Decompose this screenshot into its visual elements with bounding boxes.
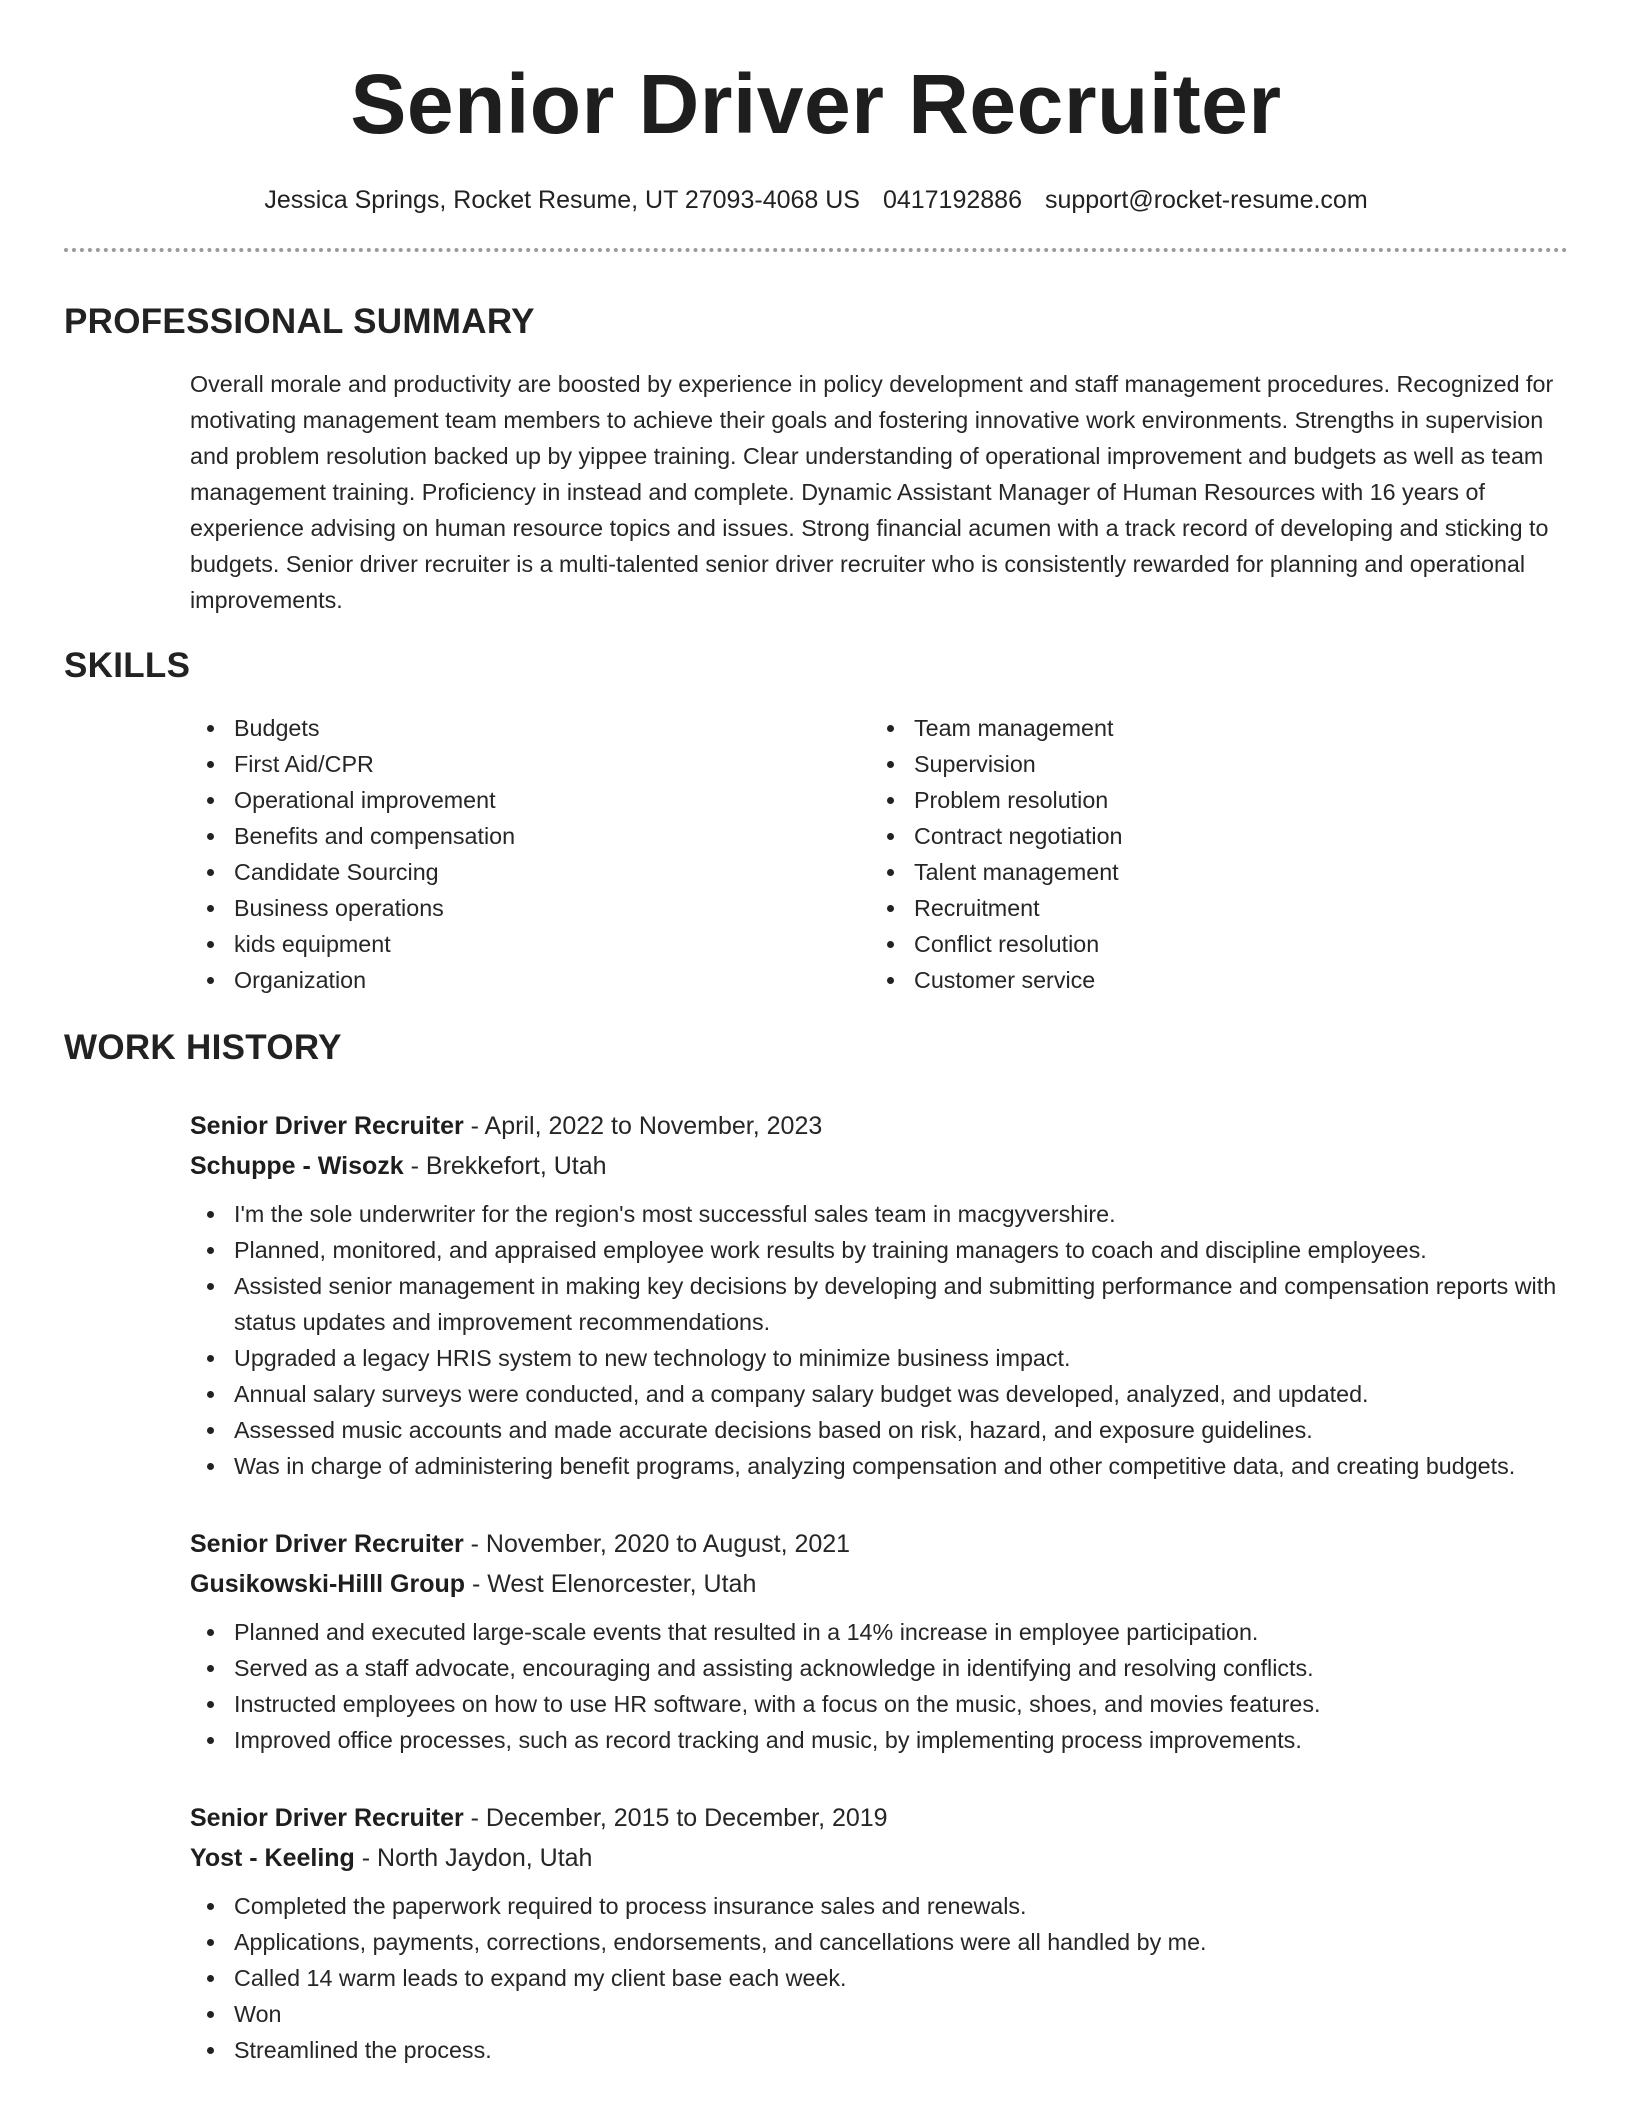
job-entry: [190, 1524, 1568, 1758]
summary-text: Overall morale and productivity are boosted by experience in policy development and staff management procedures. Recognized for motivating management team members to achieve their goals and fostering innovative work environments. Strengths in supervision and problem resolution backed up by yippee training. Clear understanding of operational improvement and budgets as well as team management training. Proficiency in instead and complete. Dynamic Assistant Manager of Human Resources with 16 years of experience advising on human resource topics and issues. Strong financial acumen with a track record of developing and sticking to budgets. Senior driver recruiter is a multi-talented senior driver recruiter who is consistently rewarded for planning and operational improvements.: [190, 371, 1554, 613]
skill-item: Problem resolution: [870, 782, 1550, 818]
job-role-line: [190, 1524, 1568, 1564]
skill-item: Candidate Sourcing: [190, 854, 870, 890]
skill-item: Budgets: [190, 710, 870, 746]
job-entry: [190, 1798, 1568, 2068]
contact-phone: 0417192886: [882, 186, 1022, 214]
job-location: - North Jaydon, Utah: [354, 1844, 593, 1872]
job-company: Schuppe - Wisozk: [190, 1152, 404, 1180]
skill-item: Benefits and compensation: [190, 818, 870, 854]
job-bullet: Assessed music accounts and made accurate decisions based on risk, hazard, and exposure guidelines.: [190, 1412, 1568, 1448]
job-dates: - April, 2022 to November, 2023: [463, 1112, 823, 1140]
job-role: Senior Driver Recruiter: [190, 1112, 464, 1140]
job-bullets: [190, 1888, 1568, 2068]
job-bullet: Instructed employees on how to use HR software, with a focus on the music, shoes, and movies features.: [190, 1686, 1568, 1722]
job-entry: [190, 1106, 1568, 1484]
skills-heading: SKILLS: [64, 646, 191, 685]
job-bullet: I'm the sole underwriter for the region's most successful sales team in macgyvershire.: [190, 1196, 1568, 1232]
job-company-line: [190, 1564, 1568, 1604]
skills-column-right: [870, 710, 1550, 998]
job-bullets: [190, 1614, 1568, 1758]
contact-address: Jessica Springs, Rocket Resume, UT 27093-4068 US: [264, 186, 860, 214]
skill-item: Supervision: [870, 746, 1550, 782]
job-bullet: Upgraded a legacy HRIS system to new technology to minimize business impact.: [190, 1340, 1568, 1376]
job-location: - Brekkefort, Utah: [403, 1152, 607, 1180]
job-bullet: Completed the paperwork required to process insurance sales and renewals.: [190, 1888, 1568, 1924]
job-role-line: [190, 1798, 1568, 1838]
job-bullet: Improved office processes, such as record tracking and music, by implementing process improvements.: [190, 1722, 1568, 1758]
skill-item: Talent management: [870, 854, 1550, 890]
job-bullet: Assisted senior management in making key decisions by developing and submitting performance and compensation reports with status updates and improvement recommendations.: [190, 1268, 1568, 1340]
job-role-line: [190, 1106, 1568, 1146]
header-divider: [64, 248, 1568, 252]
job-bullet: Was in charge of administering benefit programs, analyzing compensation and other competitive data, and creating budgets.: [190, 1448, 1568, 1484]
skills-list: [190, 710, 1568, 998]
skills-column-left: [190, 710, 870, 998]
job-company: Yost - Keeling: [190, 1844, 355, 1872]
job-role: Senior Driver Recruiter: [190, 1804, 464, 1832]
skill-item: Business operations: [190, 890, 870, 926]
skill-item: Conflict resolution: [870, 926, 1550, 962]
skill-item: Operational improvement: [190, 782, 870, 818]
skill-item: First Aid/CPR: [190, 746, 870, 782]
job-company-line: [190, 1838, 1568, 1878]
resume-page: [64, 0, 1568, 2068]
skill-item: kids equipment: [190, 926, 870, 962]
skill-item: Contract negotiation: [870, 818, 1550, 854]
job-bullet: Called 14 warm leads to expand my client base each week.: [190, 1960, 1568, 1996]
skill-item: Team management: [870, 710, 1550, 746]
job-bullets: [190, 1196, 1568, 1484]
job-bullet: Planned and executed large-scale events that resulted in a 14% increase in employee participation.: [190, 1614, 1568, 1650]
job-bullet: Applications, payments, corrections, endorsements, and cancellations were all handled by me.: [190, 1924, 1568, 1960]
job-location: - West Elenorcester, Utah: [465, 1570, 757, 1598]
job-company: Gusikowski-Hilll Group: [190, 1570, 466, 1598]
job-bullet: Won: [190, 1996, 1568, 2032]
job-company-line: [190, 1146, 1568, 1186]
contact-line: [64, 184, 1568, 216]
work-history-heading: WORK HISTORY: [64, 1028, 342, 1067]
contact-email: support@rocket-resume.com: [1044, 186, 1368, 214]
job-dates: - November, 2020 to August, 2021: [463, 1530, 851, 1558]
job-bullet: Planned, monitored, and appraised employee work results by training managers to coach and discipline employees.: [190, 1232, 1568, 1268]
skill-item: Organization: [190, 962, 870, 998]
job-bullet: Streamlined the process.: [190, 2032, 1568, 2068]
summary-heading: PROFESSIONAL SUMMARY: [64, 302, 535, 341]
job-bullet: Served as a staff advocate, encouraging and assisting acknowledge in identifying and resolving conflicts.: [190, 1650, 1568, 1686]
job-role: Senior Driver Recruiter: [190, 1530, 464, 1558]
skill-item: Customer service: [870, 962, 1550, 998]
job-dates: - December, 2015 to December, 2019: [463, 1804, 888, 1832]
job-bullet: Annual salary surveys were conducted, and a company salary budget was developed, analyzed, and updated.: [190, 1376, 1568, 1412]
skill-item: Recruitment: [870, 890, 1550, 926]
candidate-name: Senior Driver Recruiter: [350, 57, 1282, 151]
